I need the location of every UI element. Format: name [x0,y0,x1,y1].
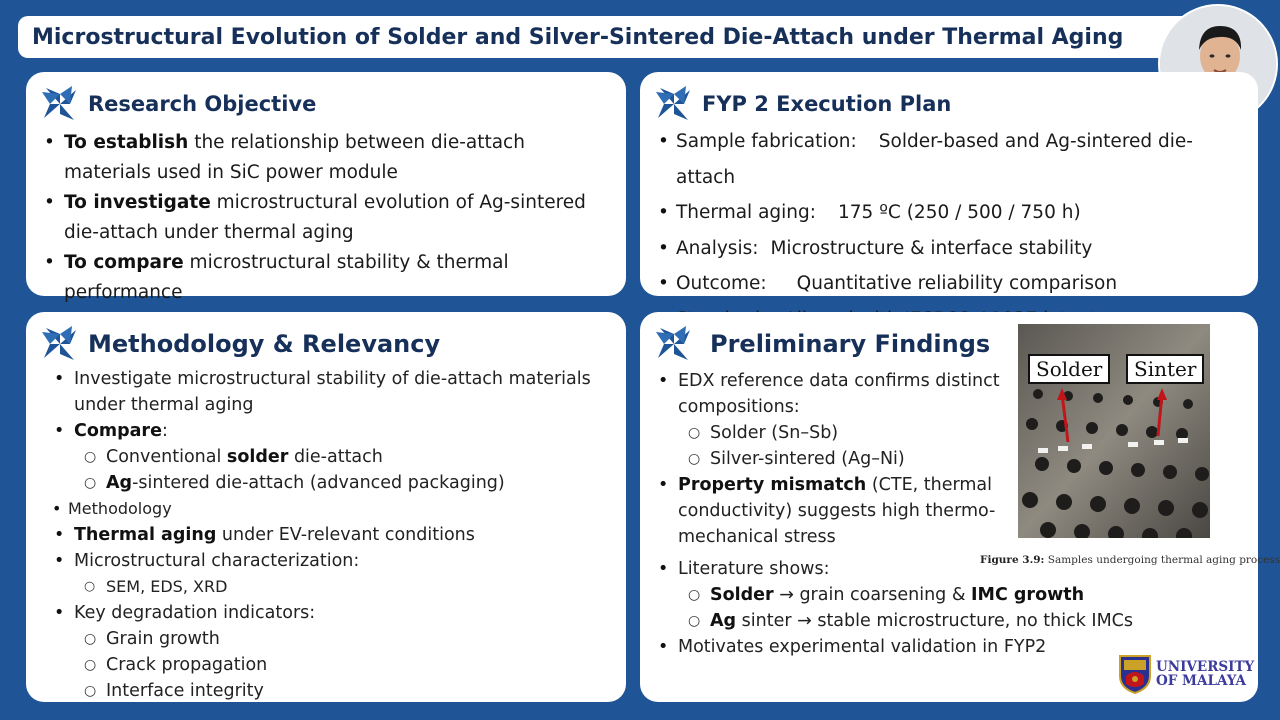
list-item: • Literature shows: ○ Solder → grain coarsening & IMC growth ○ Ag sinter → stable microstructure, no thick IMCs [656,556,1236,634]
findings-list [656,368,1036,550]
university-crest-icon [1118,654,1152,694]
list-item: • Compare: ○ Conventional solder die-attach ○ Ag-sintered die-attach (advanced packaging) [52,418,610,496]
sublist-item: ○ Interface integrity [84,678,610,704]
methodology-heading: Methodology & Relevancy [88,330,441,358]
pinwheel-icon [42,326,78,362]
execution-plan-list [656,124,1242,337]
pinwheel-icon [42,86,78,122]
indicators-sublist [74,626,610,704]
university-name-line1: UNIVERSITY [1156,659,1255,675]
university-logo [1118,654,1254,694]
solder-label: Solder [1028,354,1110,384]
sublist-item: ○ Crack propagation [84,652,610,678]
list-item: • Key degradation indicators: ○ Grain growth ○ Crack propagation ○ Interface integrity [52,600,610,704]
methodology-panel [26,312,626,702]
list-item: • Microstructural characterization: ○ SEM, EDS, XRD [52,548,610,600]
objective-item: • To compare microstructural stability & thermal performance [42,248,610,308]
plan-item: • Outcome: Quantitative reliability comparison [656,266,1242,302]
sublist-item: ○ Ag sinter → stable microstructure, no thick IMCs [688,608,1236,634]
slide-title: Microstructural Evolution of Solder and Silver-Sintered Die-Attach under Thermal Aging [32,24,1124,50]
list-item: • Motivates experimental validation in FYP2 [656,634,1236,660]
list-item: • Methodology [50,496,610,522]
plan-item: • Thermal aging: 175 ºC (250 / 500 / 750 h) [656,195,1242,231]
research-objective-panel [26,72,626,303]
literature-sublist [678,582,1236,634]
university-name-line2: OF MALAYA [1156,673,1247,689]
findings-list-continued [656,556,1236,660]
findings-panel [640,312,1280,702]
methodology-list [42,366,610,704]
plan-item: • Sample fabrication: Solder-based and Ag-sintered die-attach [656,124,1242,195]
list-item: • EDX reference data confirms distinct compositions: ○ Solder (Sn–Sb) ○ Silver-sintered (Ag–Ni) [656,368,1036,472]
pinwheel-icon [656,86,692,122]
execution-plan-panel [640,72,1258,296]
compare-sublist [74,444,610,496]
plan-item: • Analysis: Microstructure & interface stability [656,231,1242,267]
edx-sublist [678,420,1036,472]
objective-item: • To establish the relationship between die-attach materials used in SiC power module [42,128,610,188]
sinter-label: Sinter [1126,354,1204,384]
sublist-item: ○ Solder (Sn–Sb) [688,420,1036,446]
sublist-item: ○ Grain growth [84,626,610,652]
list-item: • Property mismatch (CTE, thermal conductivity) suggests high thermo-mechanical stress [656,472,1026,550]
sublist-item: ○ Silver-sintered (Ag–Ni) [688,446,1036,472]
sublist-item: ○ Conventional solder die-attach [84,444,610,470]
sublist-item: ○ Ag-sintered die-attach (advanced packaging) [84,470,610,496]
objective-item: • To investigate microstructural evolution of Ag-sintered die-attach under thermal aging [42,188,610,248]
sublist-item: ○ Solder → grain coarsening & IMC growth [688,582,1236,608]
sublist-item: ○ SEM, EDS, XRD [84,574,610,600]
list-item: • Investigate microstructural stability of die-attach materials under thermal aging [52,366,610,418]
samples-figure [1018,324,1210,538]
figure-caption: Figure 3.9: Samples undergoing thermal aging process [980,554,1280,566]
objective-list [42,128,610,308]
research-objective-heading: Research Objective [88,92,317,116]
slide-title-bar [18,16,1228,58]
execution-plan-heading: FYP 2 Execution Plan [702,92,952,116]
pinwheel-icon [656,326,692,362]
characterization-sublist [74,574,610,600]
list-item: • Thermal aging under EV-relevant conditions [52,522,610,548]
findings-heading: Preliminary Findings [710,330,991,358]
